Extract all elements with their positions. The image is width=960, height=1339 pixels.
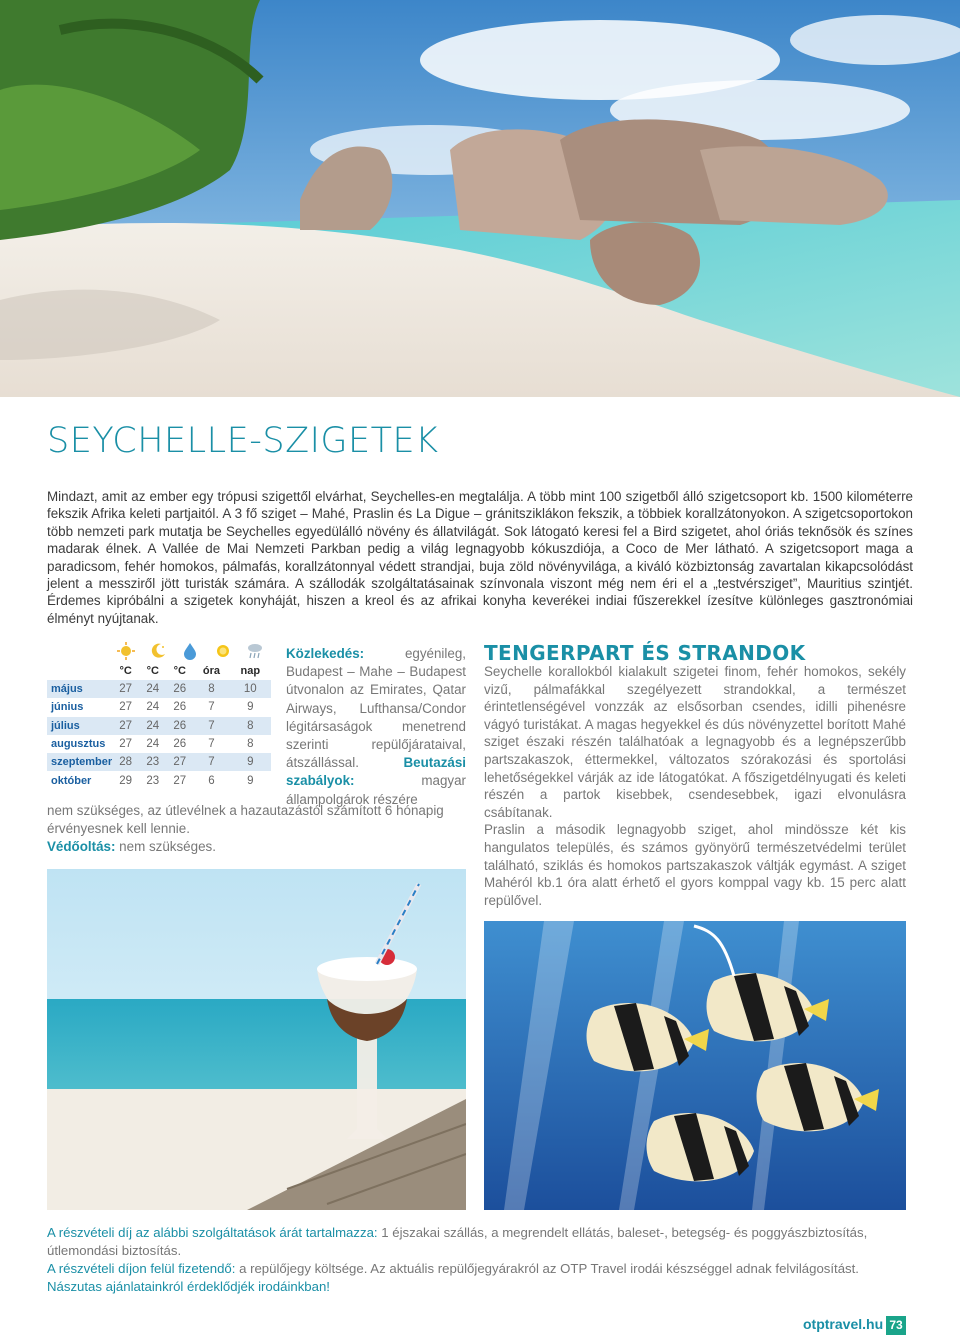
- vaccination-text: nem szükséges.: [115, 839, 216, 855]
- header-cell: °C: [119, 665, 132, 677]
- value-cell: 27: [119, 701, 133, 714]
- value-cell: 27: [173, 774, 187, 787]
- table-row: [47, 680, 271, 698]
- value-cell: 24: [146, 738, 160, 751]
- moon-icon: [142, 640, 174, 662]
- beach-section-text: [484, 663, 906, 909]
- month-cell: augusztus: [51, 738, 106, 751]
- header-cell: °C: [146, 665, 159, 677]
- intro-paragraph: Mindazt, amit az ember egy trópusi szigettől elvárhat, Seychelles-en megtalálja. A több mint 100 szigetből álló szigetcsoport kb. 1500 kilométerre fekszik Afrika keleti partjaitól. A 3 fő sziget – Mahé, Praslin és La Digue – gránitsziklákon fekszik, a többiek korallzátonyokon. A szigetcsoportokon több nemzeti park mutatja be Seychelles egyedülálló növény és állatvilágát. Sok látogató keresi fel a Bird szigetet, ahol óriás teknősök és színes madarak élnek. A Vallée de Mai Nemzeti Parkban pedig a világ legnagyobb kókuszdiója, a Coco de Mer látható. A szigetcsoport maga a paradicsom, fehér homokos, pálmafás, korallzátonnyal védett strandjai, buja zöld növényvilága, a kiváló közbiztonság zavartalan kikapcsolódást jelent a messziről jött turisták számára. A szállodák szolgáltatásainak színvonala viszont még nem éri el a „testvérsziget”, Mauritius szintjét. Érdemes kipróbálni a szigetek konyháját, hiszen a kreol és az afrikai konyha keverékei indiai fűszerekkel ízesítve különleges gasztronómiai élményt nyújtanak.: [47, 489, 913, 626]
- value-cell: 7: [208, 701, 215, 714]
- value-cell: 26: [173, 701, 187, 714]
- value-cell: 6: [208, 774, 215, 787]
- value-cell: 27: [119, 738, 133, 751]
- beach-section-title: TENGERPART ÉS STRANDOK: [484, 641, 806, 665]
- value-cell: 26: [173, 719, 187, 732]
- table-row: [47, 717, 271, 735]
- entry-rules-label: Beutazási szabályok:: [286, 755, 466, 789]
- month-cell: július: [51, 719, 80, 732]
- transport-text: egyénileg, Budapest – Mahe – Budapest útvonalon az Emirates, Qatar Airways, Lufthansa/Condor légitársaságok menetrend szerinti repülőjárataival, átszállással.: [286, 646, 466, 771]
- value-cell: 26: [173, 738, 187, 751]
- sun-icon: [110, 640, 142, 662]
- value-cell: 7: [208, 756, 215, 769]
- climate-header-row: [47, 662, 271, 680]
- beach-paragraph-1: Seychelle korallokból kialakult szigetei finom, fehér homokos, sekély vizű, pálmafákkal szegélyezett strandokkal, a természet érintetlenségével vonzzák az elsősorban csendes, idilli pihenésre vágyó turistákat. A magas hegyekkel és dús növényzettel borított Mahé sziget északi részén találhatóak a legnagyobb és a legnépszerűbb partszakaszok, éttermekkel, változatos szórakozási és sportolási lehetőségekkel várják az ide látogatókat. A főszigetdélnyugati és keleti részén a partok kisebbek, csendesebbek, igazi elvonulásra csábítanak.: [484, 664, 906, 820]
- entry-rules-text-b: nem szükséges, az útlevélnek a hazautazástól számított 6 hónapig érvényesnek kell lennie.: [47, 803, 444, 837]
- value-cell: 9: [247, 701, 254, 714]
- honeymoon-note: Nászutas ajánlatainkról érdeklődjék irodáinkban!: [47, 1279, 330, 1294]
- header-cell: óra: [202, 665, 220, 677]
- value-cell: 8: [208, 683, 215, 696]
- value-cell: 24: [146, 719, 160, 732]
- month-cell: október: [51, 774, 92, 787]
- month-cell: szeptember: [51, 756, 113, 769]
- value-cell: 7: [208, 738, 215, 751]
- value-cell: 8: [247, 719, 254, 732]
- value-cell: 9: [247, 774, 254, 787]
- rain-icon: [239, 640, 271, 662]
- extra-cost-label: A részvételi díjon felül fizetendő:: [47, 1261, 236, 1276]
- water-drop-icon: [174, 640, 206, 662]
- price-notes: [47, 1224, 913, 1296]
- table-row: [47, 771, 271, 789]
- table-row: [47, 753, 271, 771]
- entry-rules-continued: [47, 802, 466, 857]
- page-title: SEYCHELLE-SZIGETEK: [47, 421, 439, 461]
- beach-paragraph-2: Praslin a második legnagyobb sziget, ahol mindössze két kis hangulatos település, és számos gyönyörű természetvédelmi terület található, sziklás és homokos partszakaszok váltják egymást. A sziget Mahéról kb.1 óra alatt érhető el gyors komppal vagy kb. 15 perc alatt repülővel.: [484, 822, 906, 908]
- value-cell: 27: [119, 683, 133, 696]
- value-cell: 24: [146, 683, 160, 696]
- value-cell: 23: [146, 756, 160, 769]
- included-label: A részvételi díj az alábbi szolgáltatások árát tartalmazza:: [47, 1225, 378, 1240]
- climate-table: [47, 640, 271, 790]
- value-cell: 29: [119, 774, 133, 787]
- climate-icons-row: [47, 640, 271, 662]
- website-link[interactable]: otptravel.hu: [803, 1316, 884, 1332]
- value-cell: 7: [208, 719, 215, 732]
- cocktail-photo: [47, 869, 466, 1210]
- extra-cost-text: a repülőjegy költsége. Az aktuális repülőjegyárakról az OTP Travel irodái készséggel adnak felvilágosítást.: [235, 1261, 859, 1276]
- value-cell: 23: [146, 774, 160, 787]
- transport-info: [286, 645, 466, 809]
- month-cell: május: [51, 683, 83, 696]
- included-text: 1 éjszakai szállás, a megrendelt ellátás, baleset-, betegség- és poggyászbiztosítás, útlemondási biztosítás.: [47, 1225, 868, 1258]
- header-cell: nap: [240, 665, 261, 677]
- value-cell: 10: [243, 683, 257, 696]
- table-row: [47, 735, 271, 753]
- value-cell: 28: [119, 756, 133, 769]
- entry-rules-text: magyar állampolgárok részére: [286, 773, 466, 807]
- transport-label: Közlekedés:: [286, 646, 365, 661]
- sunshine-icon: [207, 640, 239, 662]
- value-cell: 26: [173, 683, 187, 696]
- vaccination-label: Védőoltás:: [47, 839, 116, 855]
- value-cell: 27: [173, 756, 187, 769]
- value-cell: 27: [119, 719, 133, 732]
- value-cell: 9: [247, 756, 254, 769]
- month-cell: június: [51, 701, 84, 714]
- tropical-fish-photo: [484, 921, 906, 1210]
- value-cell: 24: [146, 701, 160, 714]
- table-row: [47, 698, 271, 716]
- page-number: 73: [886, 1316, 906, 1335]
- climate-data-table: [47, 662, 271, 790]
- hero-beach-photo: [0, 0, 960, 397]
- header-cell: °C: [173, 665, 186, 677]
- value-cell: 8: [247, 738, 254, 751]
